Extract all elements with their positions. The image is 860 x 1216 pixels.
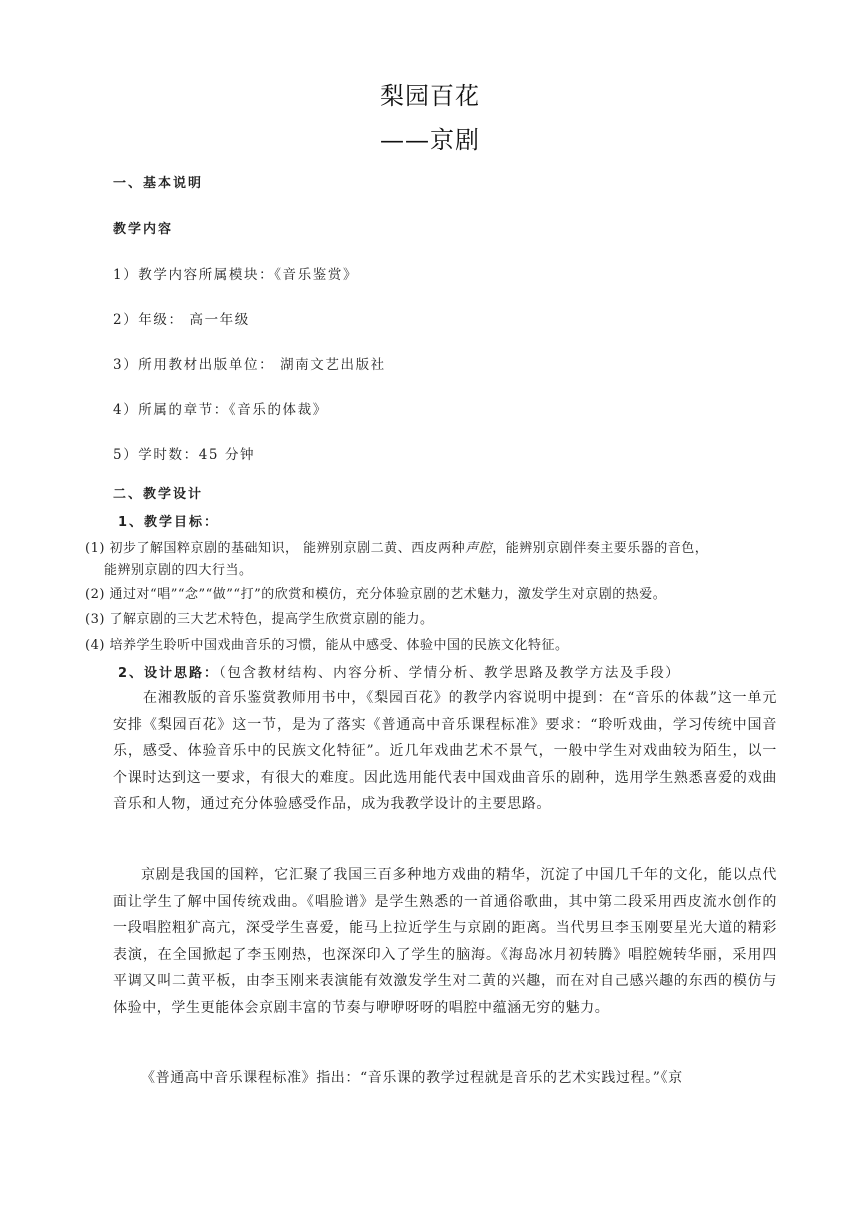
- paragraph-3: [113, 1065, 777, 1092]
- document-subtitle: ——京剧: [380, 126, 480, 154]
- goal-1-text-a: (1) 初步了解国粹京剧的基础知识， 能辨别京剧二黄、西皮两种: [85, 541, 466, 556]
- goal-item-2: (2) 通过对“唱”“念”“做”“打”的欣赏和模仿，充分体验京剧的艺术魅力，激发学生对京剧的热爱。: [85, 587, 667, 602]
- paragraph-1-text: 在湘教版的音乐鉴赏教师用书中，《梨园百花》的教学内容说明中提到：在“音乐的体裁”这一单元安排《梨园百花》这一节，是为了落实《普通高中音乐课程标准》要求：“聆听戏曲，学习传统中国音乐，感受、体验音乐中的民族文化特征”。近几年戏曲艺术不景气，一般中学生对戏曲较为陌生，以一个课时达到这一要求，有很大的难度。因此选用能代表中国戏曲音乐的剧种，选用学生熟悉喜爱的戏曲音乐和人物，通过充分体验感受作品，成为我教学设计的主要思路。: [113, 690, 777, 812]
- goal-item-1: [85, 537, 708, 556]
- paragraph-3-text: 《普通高中音乐课程标准》指出：“音乐课的教学过程就是音乐的艺术实践过程。”《京: [141, 1070, 683, 1086]
- list-item: 1）教学内容所属模块：《音乐鉴赏》: [113, 267, 359, 283]
- goal-item-1-cont: 能辨别京剧的四大行当。: [104, 563, 253, 578]
- section-heading-basic: 一、基本说明: [113, 176, 204, 191]
- list-item: 3）所用教材出版单位： 湖南文艺出版社: [113, 357, 386, 373]
- section-heading-design: 二、教学设计: [113, 487, 204, 502]
- goals-heading: 1、教学目标：: [118, 515, 220, 530]
- list-item: 4）所属的章节：《音乐的体裁》: [113, 402, 328, 418]
- list-item: 2）年级： 高一年级: [113, 312, 250, 328]
- goal-1-text-b: ，能辨别京剧伴奏主要乐器的音色，: [492, 541, 709, 556]
- document-title: 梨园百花: [380, 82, 480, 110]
- subheading-teaching-content: 教学内容: [113, 222, 174, 237]
- goal-1-emphasis: 声腔: [465, 541, 493, 556]
- design-heading-line: [118, 661, 680, 681]
- paragraph-1: [113, 685, 777, 818]
- goal-item-4: (4) 培养学生聆听中国戏曲音乐的习惯，能从中感受、体验中国的民族文化特征。: [85, 638, 569, 653]
- paragraph-2: [113, 862, 777, 1021]
- design-note: （包含教材结构、内容分析、学情分析、教学思路及教学方法及手段）: [219, 665, 681, 681]
- list-item: 5）学时数：45 分钟: [113, 447, 256, 463]
- design-heading: 2、设计思路：: [118, 666, 220, 681]
- paragraph-2-text: 京剧是我国的国粹，它汇聚了我国三百多种地方戏曲的精华，沉淀了中国几千年的文化，能以点代面让学生了解中国传统戏曲。《唱脸谱》是学生熟悉的一首通俗歌曲，其中第二段采用西皮流水创作的一段唱腔粗犷高亢，深受学生喜爱，能马上拉近学生与京剧的距离。当代男旦李玉刚要星光大道的精彩表演，在全国掀起了李玉刚热，也深深印入了学生的脑海。《海岛冰月初转腾》唱腔婉转华丽，采用四平调又叫二黄平板，由李玉刚来表演能有效激发学生对二黄的兴趣，而在对自己感兴趣的东西的模仿与体验中，学生更能体会京剧丰富的节奏与咿咿呀呀的唱腔中蕴涵无穷的魅力。: [113, 867, 777, 1016]
- goal-item-3: (3) 了解京剧的三大艺术特色，提高学生欣赏京剧的能力。: [85, 612, 434, 627]
